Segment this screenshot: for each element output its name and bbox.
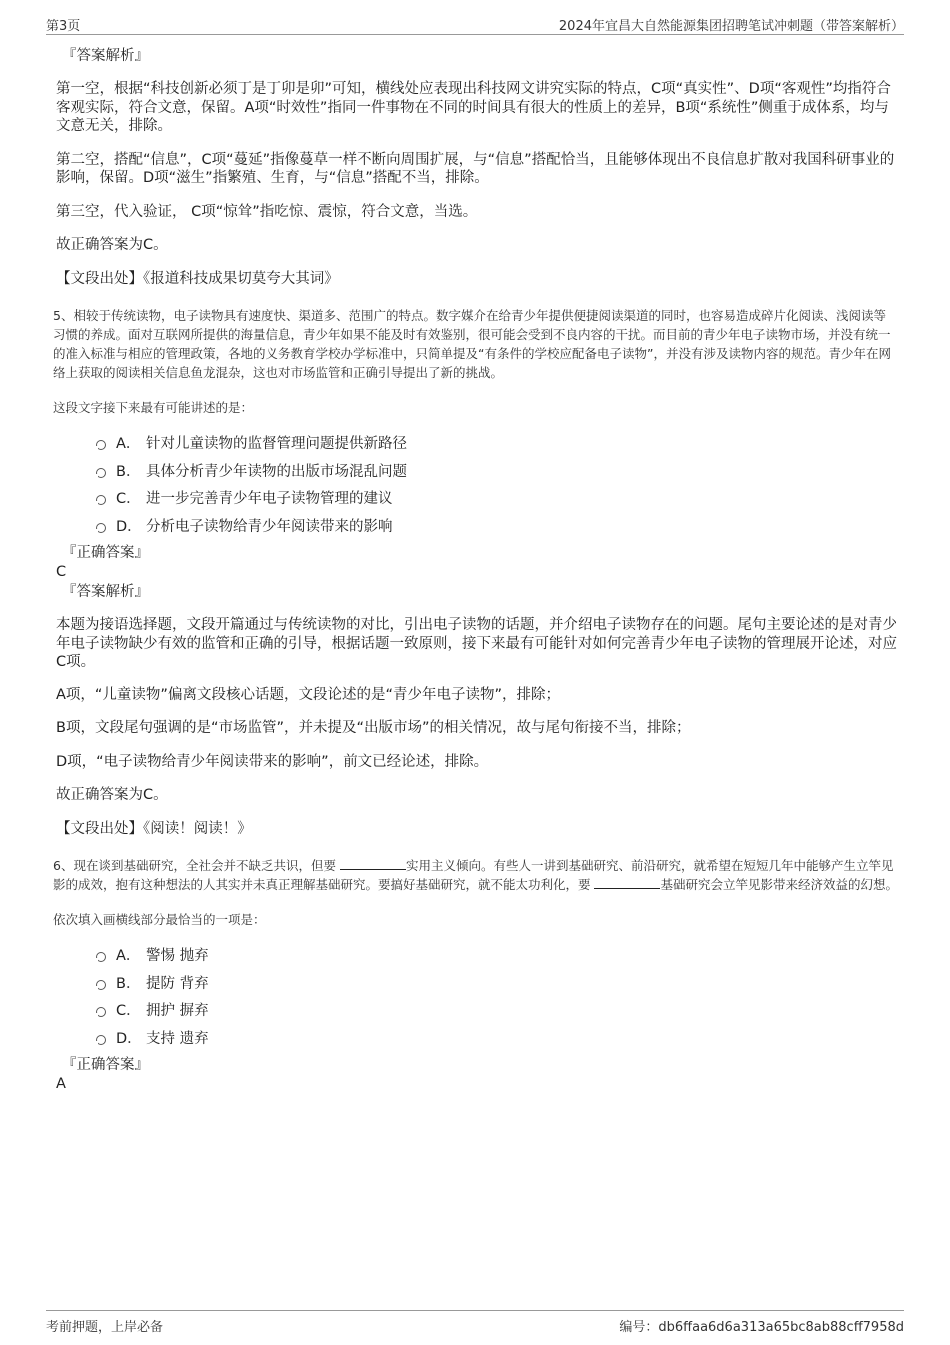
q4-analysis-para-2: 第二空，搭配“信息”，C项“蔓延”指像蔓草一样不断向周围扩展，与“信息”搭配恰当，且能够体现出不良信息扩散对我国科研事业的影响，保留。D项“滋生”指繁殖、生育，与“信息”搭配不当，排除。 <box>56 151 895 186</box>
q5-option-d[interactable] <box>56 516 898 544</box>
radio-icon[interactable] <box>96 952 106 962</box>
q6-stem-part-1: 6、现在谈到基础研究，全社会并不缺乏共识，但要 <box>53 858 340 873</box>
q5-analysis-para-4: D项，“电子读物给青少年阅读带来的影响”，前文已经论述，排除。 <box>56 753 489 770</box>
radio-icon[interactable] <box>96 440 106 450</box>
q6-option-d[interactable] <box>56 1028 898 1056</box>
q4-source: 【文段出处】《报道科技成果切莫夸大其词》 <box>56 270 339 287</box>
q4-analysis-para-3: 第三空，代入验证， C项“惊耸”指吃惊、震惊，符合文意，当选。 <box>56 203 478 220</box>
q5-answer-value: C <box>56 564 67 580</box>
q6-blank-2 <box>594 876 660 889</box>
radio-icon[interactable] <box>96 468 106 478</box>
q6-options <box>56 945 898 1055</box>
option-text: 提防 背弃 <box>146 975 209 992</box>
page-content <box>53 46 898 1094</box>
q4-analysis-label: 『答案解析』 <box>62 48 149 64</box>
page-footer <box>46 1310 904 1337</box>
q5-option-a[interactable] <box>56 433 898 461</box>
option-text: 支持 遗弃 <box>146 1030 209 1047</box>
radio-icon[interactable] <box>96 980 106 990</box>
option-letter: A． <box>116 948 141 964</box>
option-text: 拥护 摒弃 <box>146 1003 209 1019</box>
q4-analysis-para-1: 第一空，根据“科技创新必须丁是丁卯是卯”可知，横线处应表现出科技网文讲究实际的特点，C项“真实性”、D项“客观性”均指符合客观实际，符合文意，保留。A项“时效性”指同一件事物在不同的时间具有很大的性质上的差异，B项“系统性”侧重于成体系，均与文意无关，排除。 <box>56 81 891 134</box>
q6-stem <box>53 856 898 894</box>
q5-analysis-para-1: 本题为接语选择题，文段开篇通过与传统读物的对比，引出电子读物的话题，并介绍电子读物存在的问题。尾句主要论述的是对青少年电子读物缺少有效的监管和正确的引导，根据话题一致原则，接下来最有可能针对如何完善青少年电子读物的管理展开论述，对应C项。 <box>56 617 897 670</box>
option-letter: B． <box>116 463 141 480</box>
q5-option-c[interactable] <box>56 488 898 516</box>
q5-answer-label: 『正确答案』 <box>62 545 149 561</box>
option-letter: D． <box>116 1030 142 1047</box>
option-letter: C． <box>116 491 141 507</box>
q6-question: 依次填入画横线部分最恰当的一项是： <box>53 912 266 927</box>
q5-analysis-para-3: B项，文段尾句强调的是“市场监管”，并未提及“出版市场”的相关情况，故与尾句衔接不当，排除； <box>56 720 691 736</box>
q5-analysis-para-2: A项，“儿童读物”偏离文段核心话题，文段论述的是“青少年电子读物”，排除； <box>56 686 560 703</box>
radio-icon[interactable] <box>96 1007 106 1017</box>
option-letter: A． <box>116 436 141 452</box>
page-header <box>46 14 904 35</box>
option-text: 进一步完善青少年电子读物管理的建议 <box>146 491 393 507</box>
option-text: 具体分析青少年读物的出版市场混乱问题 <box>146 463 407 480</box>
q6-blank-1 <box>340 857 406 870</box>
radio-icon[interactable] <box>96 495 106 505</box>
q5-options <box>56 433 898 543</box>
q6-option-c[interactable] <box>56 1000 898 1028</box>
option-letter: B． <box>116 975 141 992</box>
option-text: 分析电子读物给青少年阅读带来的影响 <box>146 518 393 535</box>
q6-option-b[interactable] <box>56 973 898 1001</box>
option-text: 警惕 抛弃 <box>146 948 209 964</box>
q5-source: 【文段出处】《阅读！阅读！》 <box>56 820 252 837</box>
option-letter: D． <box>116 518 142 535</box>
q5-analysis-para-5: 故正确答案为C。 <box>56 787 168 803</box>
q6-stem-part-2: 实用主义倾向。有些人一讲到基础研究、前沿研究，就希望在短短几年中能够产生立竿见影的成效，抱有这种想法的人其实并未真正理解基础研究。要搞好基础研究，就不能太功利化，要 <box>53 858 894 892</box>
option-text: 针对儿童读物的监督管理问题提供新路径 <box>146 436 407 452</box>
q5-stem: 5、相较于传统读物，电子读物具有速度快、渠道多、范围广的特点。数字媒介在给青少年提供便捷阅读渠道的同时，也容易造成碎片化阅读、浅阅读等习惯的养成。面对互联网所提供的海量信息，青少年如果不能及时有效鉴别，很可能会受到不良内容的干扰。而目前的青少年电子读物市场，并没有统一的准入标准与相应的管理政策，各地的义务教育学校办学标准中，只简单提及“有条件的学校应配备电子读物”，并没有涉及读物内容的规范。青少年在网络上获取的阅读相关信息鱼龙混杂，这也对市场监管和正确引导提出了新的挑战。 <box>53 308 891 380</box>
q4-analysis-para-4: 故正确答案为C。 <box>56 237 168 253</box>
footer-slogan: 考前押题，上岸必备 <box>46 1320 164 1335</box>
q5-option-b[interactable] <box>56 461 898 489</box>
option-letter: C． <box>116 1003 141 1019</box>
radio-icon[interactable] <box>96 1035 106 1045</box>
code-label: 编号： <box>619 1320 659 1335</box>
q6-option-a[interactable] <box>56 945 898 973</box>
radio-icon[interactable] <box>96 523 106 533</box>
q5-analysis-label: 『答案解析』 <box>62 584 149 600</box>
document-title: 2024年宜昌大自然能源集团招聘笔试冲刺题（带答案解析） <box>558 19 904 34</box>
q5-question: 这段文字接下来最有可能讲述的是： <box>53 400 254 415</box>
q6-answer-value: A <box>56 1076 66 1092</box>
page-number: 第3页 <box>46 19 81 34</box>
document-code <box>619 1316 904 1335</box>
code-value: db6ffaa6d6a313a65bc8ab88cff7958d <box>658 1320 904 1335</box>
q6-stem-part-3: 基础研究会立竿见影带来经济效益的幻想。 <box>660 877 898 892</box>
q6-answer-label: 『正确答案』 <box>62 1057 149 1073</box>
